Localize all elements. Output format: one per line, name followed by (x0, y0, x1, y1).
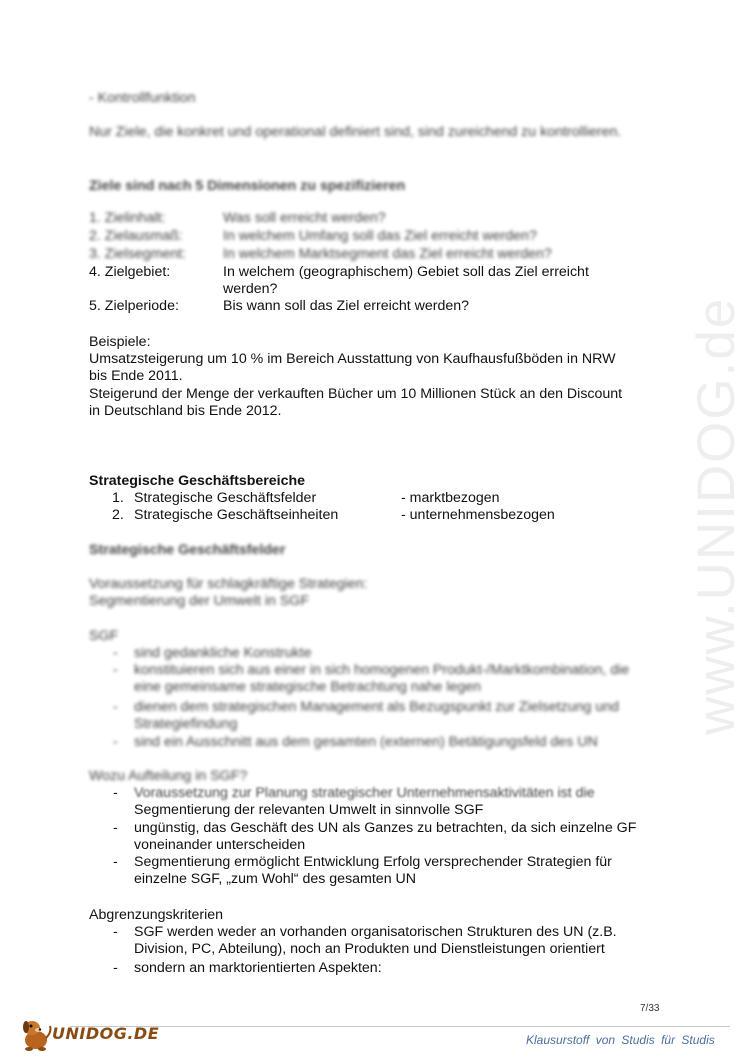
bullet-dash: - (113, 734, 118, 750)
dimension-text: In welchem (geographischem) Gebiet soll das Ziel erreicht werden? (223, 264, 589, 297)
sgb-item-1-note: - marktbezogen (401, 490, 500, 506)
example-line: in Deutschland bis Ende 2012. (89, 403, 282, 419)
voraussetzung-line: Voraussetzung für schlagkräftige Strategien: (89, 576, 368, 592)
sgb-item-2-num: 2. (112, 507, 124, 523)
bullet-dash: - (113, 820, 118, 836)
example-line: Steigerund der Menge der verkauften Bücher um 10 Millionen Stück an den Discount (89, 386, 623, 402)
sgb-item-2-label: Strategische Geschäftseinheiten (134, 507, 339, 523)
kontroll-text: Nur Ziele, die konkret und operational definiert sind, sind zureichend zu kontrollieren. (89, 124, 622, 140)
footer-divider (70, 1026, 730, 1027)
dimension-label: 3. Zielsegment: (89, 246, 186, 262)
bullet-text: ungünstig, das Geschäft des UN als Ganzes zu betrachten, da sich einzelne GF voneinander unterscheiden (134, 820, 637, 853)
sgf-label: SGF (89, 628, 119, 644)
bullet-text: dienen dem strategischen Management als Bezugspunkt zur Zielsetzung und Strategiefindung (134, 699, 620, 732)
example-line: Umsatzsteigerung um 10 % im Bereich Ausstattung von Kaufhausfußböden in NRW (89, 351, 616, 367)
kontroll-heading: - Kontrollfunktion (89, 90, 196, 106)
bullet-dash: - (113, 960, 118, 976)
sgb-item-1-label: Strategische Geschäftsfelder (134, 490, 317, 506)
sgb-item-2-note: - unternehmensbezogen (401, 507, 555, 523)
page-number: 7/33 (640, 1003, 660, 1014)
bullet-dash: - (113, 645, 118, 661)
bullet-dash: - (113, 854, 118, 870)
bullet-text-blurred: Voraussetzung zur Planung strategischer Unternehmensaktivitäten ist die (134, 785, 595, 801)
sgf-heading: Strategische Geschäftsfelder (89, 542, 286, 558)
examples-heading: Beispiele: (89, 334, 151, 350)
abgrenzung-heading: Abgrenzungskriterien (89, 907, 224, 923)
bullet-dash: - (113, 924, 118, 940)
bullet-text: Segmentierung ermöglicht Entwicklung Erfolg versprechender Strategien für einzelne SGF, „zum Wohl“ des gesamten UN (134, 854, 612, 887)
example-line: bis Ende 2011. (89, 368, 183, 384)
watermark: www.UNIDOG.de (687, 296, 746, 735)
logo-text: UNIDOG.DE (52, 1024, 160, 1043)
dog-mascot-icon (20, 1014, 54, 1054)
dimension-text: In welchem Marktsegment das Ziel erreicht werden? (223, 246, 552, 262)
dimension-text: Was soll erreicht werden? (223, 210, 386, 226)
bullet-dash: - (113, 662, 118, 678)
dimension-label: 5. Zielperiode: (89, 298, 179, 314)
dimension-label: 4. Zielgebiet: (89, 264, 171, 280)
voraussetzung-line: Segmentierung der Umwelt in SGF (89, 593, 309, 609)
wozu-heading: Wozu Aufteilung in SGF? (89, 768, 248, 784)
unidog-logo (20, 1014, 160, 1054)
bullet-dash: - (113, 699, 118, 715)
dimension-label: 1. Zielinhalt: (89, 210, 166, 226)
sgb-item-1-num: 1. (112, 490, 124, 506)
bullet-text: sind gedankliche Konstrukte (134, 645, 312, 661)
bullet-text: SGF werden weder an vorhanden organisatorischen Strukturen des UN (z.B. Division, PC, Abteilung), noch an Produkten und Dienstleistungen orientiert (134, 924, 617, 957)
bullet-text: Segmentierung der relevanten Umwelt in sinnvolle SGF (134, 802, 484, 818)
dimensions-heading: Ziele sind nach 5 Dimensionen zu spezifizieren (89, 178, 406, 194)
dimension-label: 2. Zielausmaß: (89, 228, 183, 244)
bullet-text: sind ein Ausschnitt aus dem gesamten (externen) Betätigungsfeld des UN (134, 734, 598, 750)
bullet-dash: - (113, 785, 118, 801)
footer-tagline: Klausurstoff von Studis für Studis (526, 1033, 715, 1047)
bullet-text: konstituieren sich aus einer in sich homogenen Produkt-/Marktkombination, die eine gemeinsame strategische Betrachtung nahe legen (134, 662, 630, 695)
bullet-text: sondern an marktorientierten Aspekten: (134, 960, 382, 976)
dimension-text: In welchem Umfang soll das Ziel erreicht werden? (223, 228, 537, 244)
sgb-heading: Strategische Geschäftsbereiche (89, 473, 306, 489)
dimension-text: Bis wann soll das Ziel erreicht werden? (223, 298, 470, 314)
